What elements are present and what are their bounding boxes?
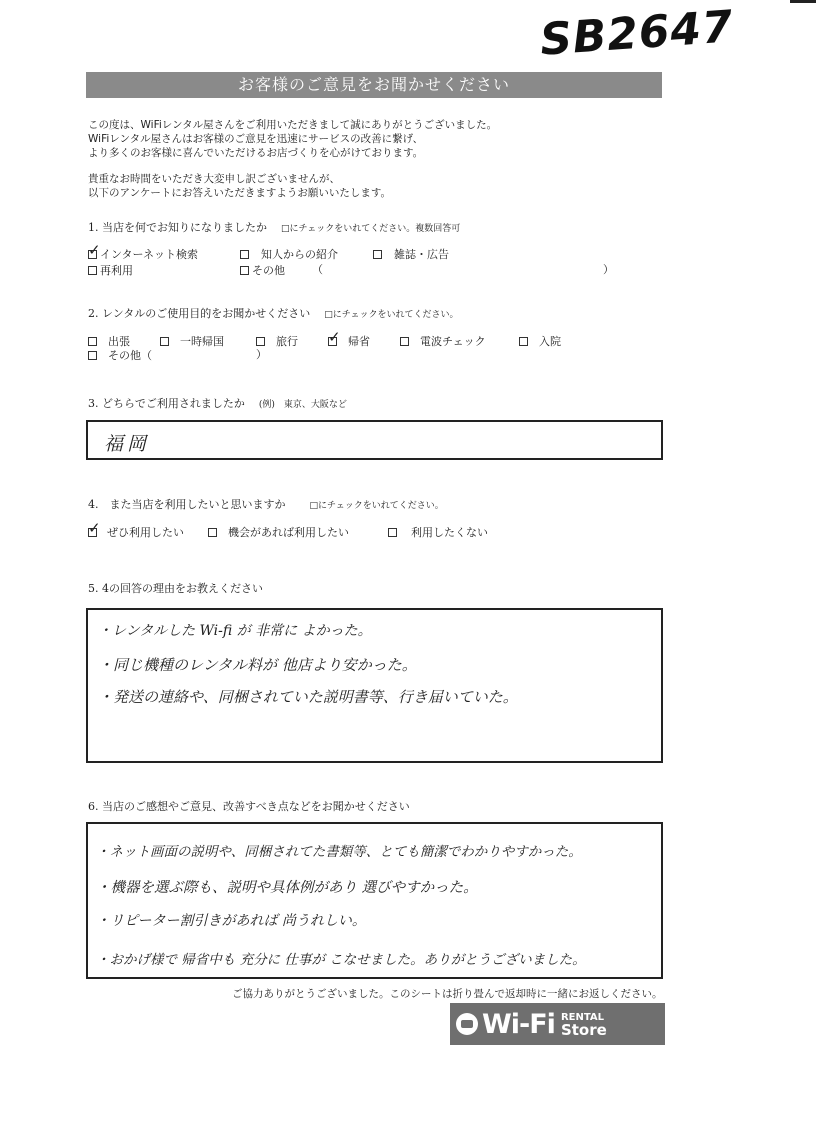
logo-main-text: Wi-Fi — [482, 1008, 555, 1040]
q6-answer-box[interactable] — [86, 822, 663, 979]
checkbox[interactable] — [208, 528, 217, 537]
question-6 — [88, 798, 410, 814]
q6-answer-line: ・リピーター割引きがあれば 尚うれしい。 — [96, 913, 366, 929]
checkbox[interactable] — [256, 337, 265, 346]
intro-line: 貴重なお時間をいただき大変申し訳ございませんが、 — [88, 173, 340, 185]
checkbox[interactable] — [88, 266, 97, 275]
option-label: その他 — [252, 264, 285, 277]
option-label: インターネット検索 — [100, 248, 199, 261]
q5-answer-line: ・発送の連絡や、同梱されていた説明書等、行き届いていた。 — [98, 688, 518, 706]
q2-option-signal-check[interactable] — [400, 333, 486, 349]
question-1-text: 1. 当店を何でお知りになりましたか — [88, 221, 267, 234]
checkbox[interactable] — [328, 327, 341, 346]
corner-mark — [790, 0, 816, 3]
checkbox[interactable] — [88, 240, 101, 259]
q1-other-close: ） — [603, 263, 614, 276]
logo-rental-text: RENTAL — [560, 1012, 605, 1023]
checkbox[interactable] — [400, 337, 409, 346]
intro-line: WiFiレンタル屋さんはお客様のご意見を迅速にサービスの改善に繋げ、 — [88, 133, 424, 145]
intro-line: より多くのお客様に喜んでいただけるお店づくりを心がけております。 — [88, 147, 424, 159]
logo-side-text — [561, 1011, 607, 1037]
checkbox[interactable] — [240, 266, 249, 275]
checkbox[interactable] — [519, 337, 528, 346]
handwritten-serial-number: SB2647 — [538, 1, 736, 66]
intro-block — [88, 118, 497, 160]
checkbox[interactable] — [88, 337, 97, 346]
question-3-note: (例) 東京、大阪など — [258, 400, 347, 410]
closing-message: ご協力ありがとうございました。このシートは折り畳んで返却時に一緒にお返しください。 — [232, 988, 663, 1000]
question-4-text: 4. また当店を利用したいと思いますか — [88, 498, 286, 511]
q4-option-no[interactable] — [388, 524, 488, 540]
wifi-rental-store-logo — [450, 1003, 665, 1045]
q5-answer-box[interactable] — [86, 608, 663, 763]
q2-other-close: ） — [256, 348, 267, 361]
q5-answer-line: ・同じ機種のレンタル料が 他店より安かった。 — [98, 656, 417, 674]
option-label: 知人からの紹介 — [261, 248, 338, 261]
checkbox[interactable] — [160, 337, 169, 346]
option-label: 一時帰国 — [180, 335, 224, 348]
option-label: 旅行 — [276, 335, 298, 348]
question-4-note: □にチェックをいれてください。 — [309, 501, 444, 511]
q6-answer-line: ・おかげ様で 帰省中も 充分に 仕事が こなせました。ありがとうございました。 — [96, 952, 586, 968]
mascot-icon — [456, 1013, 478, 1035]
question-1 — [88, 219, 460, 235]
q4-option-maybe[interactable] — [208, 524, 349, 540]
intro-line: 以下のアンケートにお答えいただきますようお願いいたします。 — [88, 187, 392, 199]
check-mark-icon: ✓ — [328, 327, 341, 346]
logo-store-text: Store — [560, 1021, 607, 1039]
page-title: お客様のご意見をお聞かせください — [86, 72, 662, 98]
option-label: 雑誌・広告 — [394, 248, 449, 261]
q3-answer-box[interactable] — [86, 420, 663, 460]
option-label: その他（ — [108, 349, 152, 362]
checkbox[interactable] — [88, 351, 97, 360]
question-5-text: 5. 4の回答の理由をお教えください — [88, 582, 263, 595]
q4-option-definitely[interactable] — [88, 518, 184, 540]
q1-other-open: （ — [312, 263, 323, 276]
q6-answer-line: ・機器を選ぶ際も、説明や具体例があり 選びやすかった。 — [96, 880, 478, 896]
question-2-text: 2. レンタルのご使用目的をお聞かせください — [88, 307, 311, 320]
q1-option-internet[interactable] — [88, 240, 199, 262]
q1-option-reuse[interactable] — [88, 262, 133, 278]
q1-option-referral[interactable] — [240, 246, 338, 262]
check-mark-icon: ✓ — [88, 240, 101, 259]
q5-answer-line: ・レンタルした Wi-fi が 非常に よかった。 — [98, 623, 372, 639]
q1-option-magazine[interactable] — [373, 246, 449, 262]
question-3 — [88, 395, 347, 411]
q2-option-other[interactable] — [88, 347, 152, 363]
check-mark-icon: ✓ — [88, 518, 101, 537]
q1-option-other[interactable] — [240, 262, 285, 278]
q2-option-temp-return[interactable] — [160, 333, 224, 349]
checkbox[interactable] — [388, 528, 397, 537]
option-label: 電波チェック — [420, 335, 486, 348]
option-label: 利用したくない — [411, 526, 488, 539]
intro-line: この度は、WiFiレンタル屋さんをご利用いただきまして誠にありがとうございました。 — [88, 119, 498, 131]
checkbox[interactable] — [88, 518, 101, 537]
question-5 — [88, 580, 263, 596]
option-label: 入院 — [539, 335, 561, 348]
q2-option-hospital[interactable] — [519, 333, 561, 349]
question-2 — [88, 305, 459, 321]
question-4 — [88, 496, 444, 512]
q3-handwritten-answer: 福岡 — [104, 433, 151, 455]
question-2-note: □にチェックをいれてください。 — [324, 310, 459, 320]
q2-option-homecoming[interactable] — [328, 327, 370, 349]
intro-block-2 — [88, 172, 391, 200]
option-label: 帰省 — [348, 335, 370, 348]
q6-answer-line: ・ネット画面の説明や、同梱されてた書類等、とても簡潔でわかりやすかった。 — [96, 844, 582, 860]
question-1-note: □にチェックをいれてください。複数回答可 — [281, 224, 461, 234]
checkbox[interactable] — [373, 250, 382, 259]
option-label: ぜひ利用したい — [107, 526, 184, 539]
option-label: 機会があれば利用したい — [228, 526, 349, 539]
question-3-text: 3. どちらでご利用されましたか — [88, 397, 245, 410]
option-label: 再利用 — [100, 264, 133, 277]
checkbox[interactable] — [240, 250, 249, 259]
question-6-text: 6. 当店のご感想やご意見、改善すべき点などをお聞かせください — [88, 800, 410, 813]
option-label: 出張 — [108, 335, 130, 348]
